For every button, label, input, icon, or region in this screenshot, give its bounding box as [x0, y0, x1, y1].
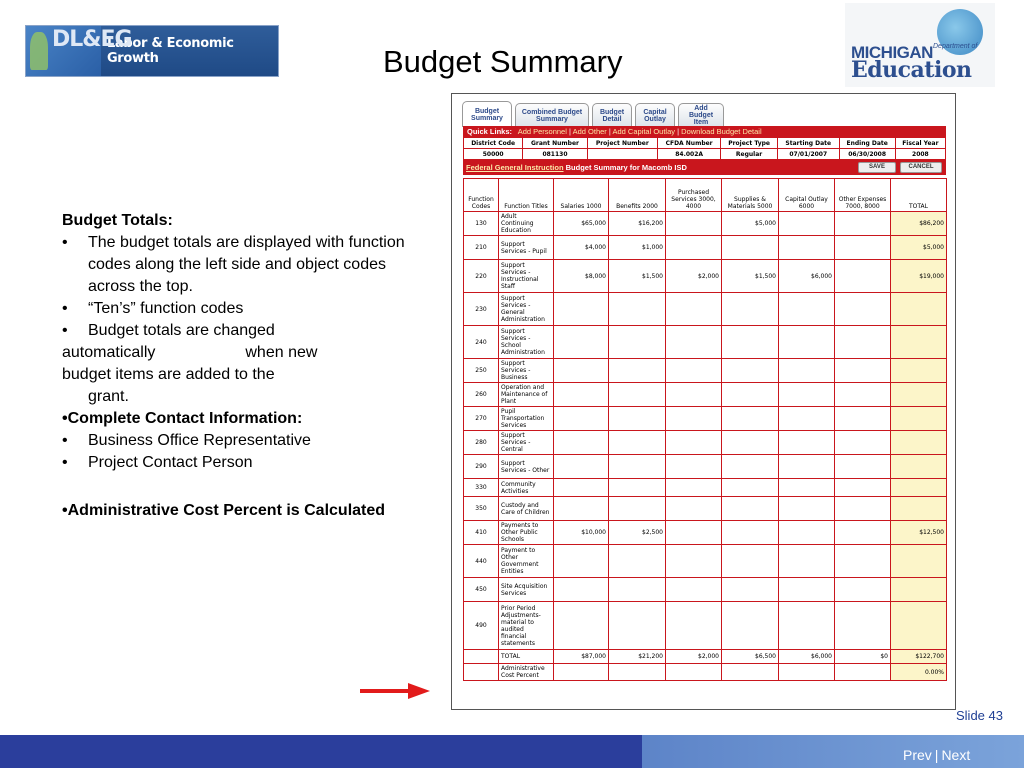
dleg-logo: [25, 25, 279, 77]
amount-cell: $1,500: [609, 260, 666, 293]
bullet-item: • Project Contact Person: [62, 454, 253, 471]
function-code-cell: 130: [464, 212, 499, 236]
amount-cell: [779, 431, 835, 455]
function-code-cell: 330: [464, 479, 499, 497]
amount-cell: [609, 407, 666, 431]
amount-cell: [835, 455, 891, 479]
table-header-row: [464, 179, 947, 212]
function-code-cell: 240: [464, 326, 499, 359]
cancel-button[interactable]: CANCEL: [900, 162, 942, 173]
function-title-cell: Support Services - Pupil: [499, 236, 554, 260]
row-total-cell: $19,000: [891, 260, 947, 293]
column-header: Benefits 2000: [609, 179, 666, 212]
bullet-continuation: automatically when new: [62, 344, 318, 361]
amount-cell: [666, 326, 722, 359]
amount-cell: [722, 236, 779, 260]
amount-cell: $1,500: [722, 260, 779, 293]
tab-budget-detail[interactable]: Budget Detail: [592, 103, 632, 127]
amount-cell: [666, 479, 722, 497]
row-total-cell: [891, 545, 947, 578]
amount-cell: [609, 602, 666, 650]
column-header: Other Expenses 7000, 8000: [835, 179, 891, 212]
mde-logo-dept: Department of: [933, 43, 978, 50]
table-row: [464, 293, 947, 326]
amount-cell: [666, 578, 722, 602]
info-header: CFDA Number: [658, 138, 721, 149]
table-row: [464, 236, 947, 260]
table-row: [464, 383, 947, 407]
amount-cell: [554, 455, 609, 479]
row-total-cell: [891, 293, 947, 326]
budget-app-screenshot: [451, 93, 956, 710]
amount-cell: [722, 602, 779, 650]
amount-cell: [609, 479, 666, 497]
row-total-cell: $122,700: [891, 650, 947, 664]
amount-cell: $1,000: [609, 236, 666, 260]
mde-logo-education: Education: [851, 57, 972, 83]
table-row: [464, 212, 947, 236]
amount-cell: $2,000: [666, 260, 722, 293]
table-row: [464, 431, 947, 455]
amount-cell: [835, 293, 891, 326]
amount-cell: [835, 260, 891, 293]
amount-cell: [609, 359, 666, 383]
amount-cell: [666, 359, 722, 383]
starting-date: 07/01/2007: [777, 149, 839, 160]
amount-cell: [554, 664, 609, 681]
amount-cell: [722, 578, 779, 602]
function-code-cell: 410: [464, 521, 499, 545]
grant-info-table: [463, 137, 946, 160]
amount-cell: [666, 455, 722, 479]
amount-cell: [779, 479, 835, 497]
amount-cell: [554, 578, 609, 602]
amount-cell: $6,000: [779, 650, 835, 664]
link-add-personnel[interactable]: Add Personnel: [517, 127, 567, 136]
contact-heading: •Complete Contact Information:: [62, 410, 303, 427]
budget-summary-table: [463, 178, 947, 681]
slide-number: Slide 43: [956, 708, 1003, 723]
amount-cell: [835, 664, 891, 681]
amount-cell: [835, 407, 891, 431]
red-arrow-icon: [360, 682, 430, 700]
amount-cell: [609, 545, 666, 578]
amount-cell: [779, 664, 835, 681]
notes-heading: Budget Totals:: [62, 212, 173, 229]
amount-cell: $2,000: [666, 650, 722, 664]
amount-cell: [835, 497, 891, 521]
ending-date: 06/30/2008: [839, 149, 895, 160]
amount-cell: $16,200: [609, 212, 666, 236]
nav-separator: |: [934, 747, 939, 763]
tab-combined-budget-summary[interactable]: Combined Budget Summary: [515, 103, 589, 127]
amount-cell: $65,000: [554, 212, 609, 236]
row-total-cell: $86,200: [891, 212, 947, 236]
prev-link[interactable]: Prev: [903, 747, 932, 763]
link-add-other[interactable]: Add Other: [572, 127, 607, 136]
amount-cell: [722, 383, 779, 407]
function-title-cell: Support Services - Business: [499, 359, 554, 383]
table-row: [464, 260, 947, 293]
amount-cell: [666, 383, 722, 407]
function-code-cell: 220: [464, 260, 499, 293]
amount-cell: [666, 236, 722, 260]
amount-cell: [722, 431, 779, 455]
row-total-cell: [891, 455, 947, 479]
row-total-cell: [891, 578, 947, 602]
amount-cell: [554, 407, 609, 431]
michigan-map-icon: [30, 32, 48, 70]
bullet-item: • Business Office Representative: [62, 432, 311, 449]
function-code-cell: 270: [464, 407, 499, 431]
amount-cell: [779, 545, 835, 578]
column-header: Capital Outlay 6000: [779, 179, 835, 212]
table-row: [464, 545, 947, 578]
table-row: [464, 497, 947, 521]
tab-bar: [462, 101, 727, 127]
amount-cell: [722, 293, 779, 326]
row-total-cell: $12,500: [891, 521, 947, 545]
info-header: Project Type: [721, 138, 778, 149]
amount-cell: [666, 497, 722, 521]
amount-cell: [666, 212, 722, 236]
amount-cell: $0: [835, 650, 891, 664]
column-header: TOTAL: [891, 179, 947, 212]
amount-cell: [554, 431, 609, 455]
table-row: [464, 359, 947, 383]
table-row: [464, 407, 947, 431]
amount-cell: [722, 664, 779, 681]
column-header: Supplies & Materials 5000: [722, 179, 779, 212]
function-title-cell: TOTAL: [499, 650, 554, 664]
amount-cell: [779, 407, 835, 431]
amount-cell: $87,000: [554, 650, 609, 664]
bullet-continuation: budget items are added to the: [62, 366, 275, 383]
function-code-cell: 280: [464, 431, 499, 455]
amount-cell: $6,000: [779, 260, 835, 293]
save-button[interactable]: SAVE: [858, 162, 896, 173]
amount-cell: [609, 326, 666, 359]
function-title-cell: Administrative Cost Percent: [499, 664, 554, 681]
column-header: Purchased Services 3000, 4000: [666, 179, 722, 212]
slide-nav: [903, 747, 970, 763]
amount-cell: [609, 431, 666, 455]
grant-number: 081130: [523, 149, 587, 160]
info-header: District Code: [464, 138, 523, 149]
amount-cell: $2,500: [609, 521, 666, 545]
amount-cell: [554, 545, 609, 578]
fiscal-year: 2008: [895, 149, 945, 160]
quick-links-bar: Quick Links: Add Personnel | Add Other | Add Capital Outlay | Download Budget Detail: [463, 126, 946, 137]
amount-cell: [779, 602, 835, 650]
amount-cell: [835, 578, 891, 602]
amount-cell: [835, 602, 891, 650]
function-code-cell: 230: [464, 293, 499, 326]
function-code-cell: 290: [464, 455, 499, 479]
table-row: [464, 650, 947, 664]
amount-cell: [666, 602, 722, 650]
amount-cell: [609, 455, 666, 479]
function-title-cell: Payment to Other Government Entities: [499, 545, 554, 578]
function-title-cell: Support Services - General Administration: [499, 293, 554, 326]
budget-summary-bar: [463, 160, 946, 175]
amount-cell: [722, 455, 779, 479]
bullet-continuation: grant.: [88, 388, 129, 405]
table-row: [464, 326, 947, 359]
amount-cell: [779, 383, 835, 407]
amount-cell: [835, 521, 891, 545]
amount-cell: [554, 293, 609, 326]
function-title-cell: Custody and Care of Children: [499, 497, 554, 521]
amount-cell: [722, 497, 779, 521]
function-code-cell: 210: [464, 236, 499, 260]
link-add-capital-outlay[interactable]: Add Capital Outlay: [612, 127, 676, 136]
function-code-cell: 250: [464, 359, 499, 383]
link-download-budget-detail[interactable]: Download Budget Detail: [681, 127, 762, 136]
amount-cell: [554, 479, 609, 497]
next-link[interactable]: Next: [941, 747, 971, 763]
function-title-cell: Adult Continuing Education: [499, 212, 554, 236]
amount-cell: [779, 359, 835, 383]
dleg-logo-letters: DL&EG: [52, 27, 132, 52]
footer-bar: [0, 735, 1024, 768]
link-federal-general-instruction[interactable]: Federal General Instruction: [466, 163, 564, 172]
amount-cell: [722, 479, 779, 497]
amount-cell: [779, 497, 835, 521]
amount-cell: [779, 326, 835, 359]
amount-cell: [554, 326, 609, 359]
function-code-cell: 450: [464, 578, 499, 602]
info-header: Fiscal Year: [895, 138, 945, 149]
amount-cell: [779, 236, 835, 260]
tab-capital-outlay[interactable]: Capital Outlay: [635, 103, 675, 127]
amount-cell: [722, 545, 779, 578]
amount-cell: [835, 479, 891, 497]
amount-cell: [554, 497, 609, 521]
function-title-cell: Pupil Transportation Services: [499, 407, 554, 431]
amount-cell: [666, 664, 722, 681]
amount-cell: [666, 431, 722, 455]
function-code-cell: 440: [464, 545, 499, 578]
function-title-cell: Payments to Other Public Schools: [499, 521, 554, 545]
amount-cell: [779, 212, 835, 236]
project-number: [587, 149, 657, 160]
amount-cell: $21,200: [609, 650, 666, 664]
cfda-number: 84.002A: [658, 149, 721, 160]
amount-cell: [666, 521, 722, 545]
info-header: Starting Date: [777, 138, 839, 149]
amount-cell: [779, 293, 835, 326]
row-total-cell: [891, 326, 947, 359]
amount-cell: [779, 578, 835, 602]
amount-cell: $10,000: [554, 521, 609, 545]
column-header: Function Codes: [464, 179, 499, 212]
row-total-cell: [891, 602, 947, 650]
bullet-item: • “Ten’s” function codes: [62, 300, 244, 317]
amount-cell: [609, 293, 666, 326]
function-title-cell: Prior Period Adjustments-material to audited financial statements: [499, 602, 554, 650]
table-row: [464, 479, 947, 497]
amount-cell: [609, 664, 666, 681]
amount-cell: [609, 383, 666, 407]
row-total-cell: 0.00%: [891, 664, 947, 681]
function-title-cell: Operation and Maintenance of Plant: [499, 383, 554, 407]
amount-cell: [609, 578, 666, 602]
function-title-cell: Community Activities: [499, 479, 554, 497]
function-title-cell: Support Services - Central: [499, 431, 554, 455]
function-code-cell: 260: [464, 383, 499, 407]
table-row: [464, 455, 947, 479]
amount-cell: [835, 326, 891, 359]
amount-cell: $4,000: [554, 236, 609, 260]
amount-cell: [779, 455, 835, 479]
table-row: [464, 664, 947, 681]
row-total-cell: $5,000: [891, 236, 947, 260]
amount-cell: [722, 326, 779, 359]
function-code-cell: [464, 664, 499, 681]
page-title: Budget Summary: [383, 44, 623, 79]
mde-logo-michigan: MICHIGAN: [851, 43, 933, 62]
row-total-cell: [891, 359, 947, 383]
table-row: [464, 602, 947, 650]
quick-links-label: Quick Links:: [467, 127, 513, 136]
row-total-cell: [891, 383, 947, 407]
amount-cell: $5,000: [722, 212, 779, 236]
amount-cell: [835, 545, 891, 578]
function-title-cell: Site Acquisition Services: [499, 578, 554, 602]
amount-cell: [835, 431, 891, 455]
row-total-cell: [891, 479, 947, 497]
function-code-cell: [464, 650, 499, 664]
district-code: 50000: [464, 149, 523, 160]
amount-cell: [835, 359, 891, 383]
function-code-cell: 350: [464, 497, 499, 521]
mde-logo: [845, 3, 995, 87]
bullet-item: • Budget totals are changed: [62, 322, 275, 339]
table-body: [464, 212, 947, 681]
row-total-cell: [891, 431, 947, 455]
function-code-cell: 490: [464, 602, 499, 650]
amount-cell: [835, 383, 891, 407]
dleg-logo-text: Labor & Economic Growth: [106, 36, 234, 66]
admin-cost-note: •Administrative Cost Percent is Calculated: [62, 502, 386, 519]
info-header: Ending Date: [839, 138, 895, 149]
amount-cell: [779, 521, 835, 545]
amount-cell: $8,000: [554, 260, 609, 293]
row-total-cell: [891, 407, 947, 431]
amount-cell: [554, 383, 609, 407]
amount-cell: [554, 359, 609, 383]
amount-cell: $6,500: [722, 650, 779, 664]
row-total-cell: [891, 497, 947, 521]
amount-cell: [666, 407, 722, 431]
function-title-cell: Support Services - Instructional Staff: [499, 260, 554, 293]
function-title-cell: Support Services - School Administration: [499, 326, 554, 359]
function-title-cell: Support Services - Other: [499, 455, 554, 479]
amount-cell: [554, 602, 609, 650]
dleg-logo-mark: [26, 26, 132, 76]
column-header: Salaries 1000: [554, 179, 609, 212]
amount-cell: [835, 212, 891, 236]
tab-budget-summary[interactable]: Budget Summary: [462, 101, 512, 127]
amount-cell: [722, 407, 779, 431]
bullet-item: • The budget totals are displayed with function codes along the left side and object codes across the top.: [62, 234, 405, 295]
project-type: Regular: [721, 149, 778, 160]
table-row: [464, 521, 947, 545]
amount-cell: [666, 293, 722, 326]
amount-cell: [609, 497, 666, 521]
amount-cell: [835, 236, 891, 260]
column-header: Function Titles: [499, 179, 554, 212]
table-row: [464, 578, 947, 602]
info-header: Project Number: [587, 138, 657, 149]
tab-add-budget-item[interactable]: Add Budget Item: [678, 103, 724, 127]
info-header: Grant Number: [523, 138, 587, 149]
amount-cell: [722, 359, 779, 383]
amount-cell: [666, 545, 722, 578]
amount-cell: [722, 521, 779, 545]
budget-summary-heading: Budget Summary for Macomb ISD: [565, 163, 687, 172]
slide-notes: [62, 210, 422, 522]
